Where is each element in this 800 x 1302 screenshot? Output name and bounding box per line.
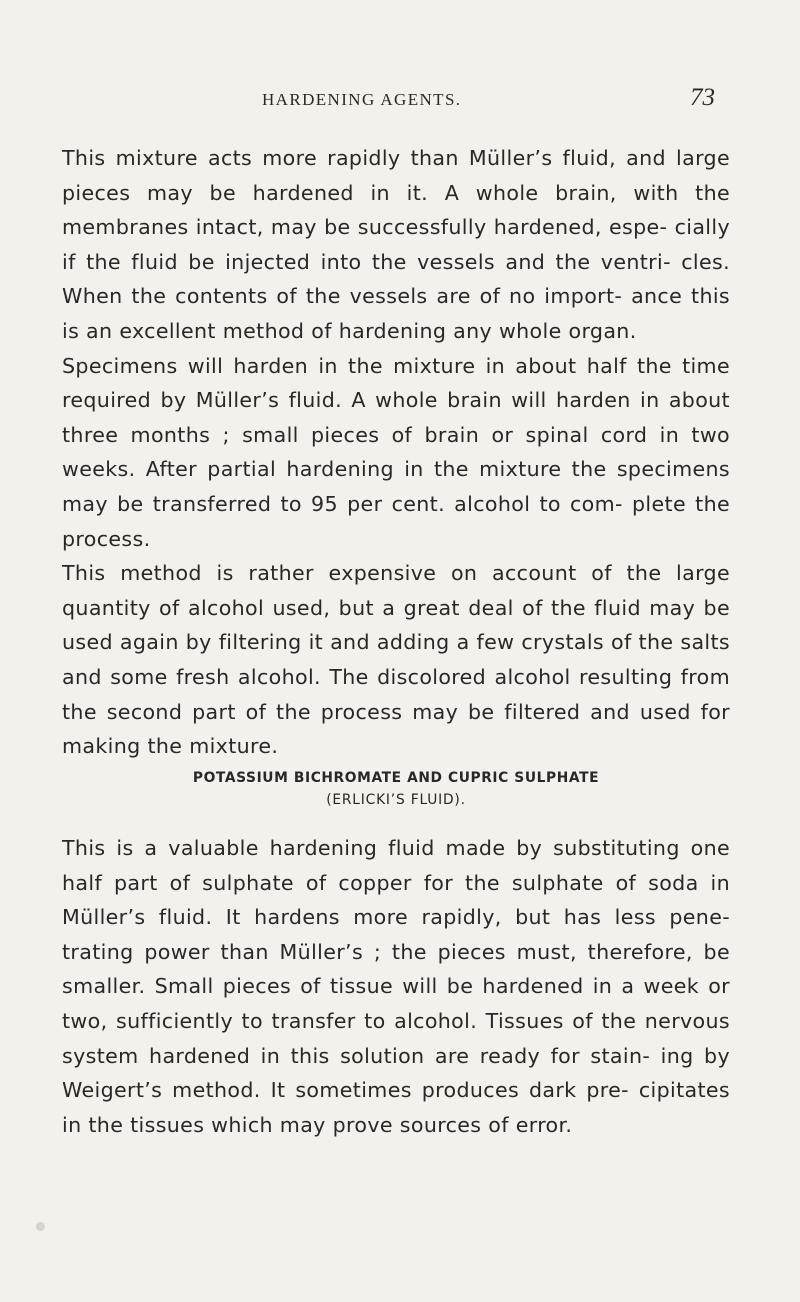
page-number: 73 [690,84,715,111]
paragraph: This is a valuable hardening fluid made by substituting one half part of sulphate of copper for the sulphate of soda in Müller’s fluid. It hardens more rapidly, but has less pene- trating power than Müller’s ; the pieces must, therefore, be smaller. Small pieces of tissue will be hardened in a week or two, sufficiently to transfer to alcohol. Tissues of the nervous system hardened in this solution are ready for stain- ing by Weigert’s method. It sometimes produces dark pre- cipitates in the tissues which may prove sources of error. [62,836,730,1137]
section-heading: POTASSIUM BICHROMATE AND CUPRIC SULPHATE [192,770,600,786]
paragraph: This mixture acts more rapidly than Müller’s fluid, and large pieces may be hardened in it. A whole brain, with the membranes intact, may be successfully hardened, espe- cially if the fluid be injected into the vessels and the ventri- cles. When the contents of the vessels are of no import- ance this is an excellent method of hardening any whole organ. [62,146,730,343]
section-1-text [62,141,730,764]
section-2-text [62,831,730,1142]
running-head: HARDENING AGENTS. [262,90,462,109]
paragraph: Specimens will harden in the mixture in about half the time required by Müller’s fluid. A whole brain will harden in about three months ; small pieces of brain or spinal cord in two weeks. After partial hardening in the mixture the specimens may be transferred to 95 per cent. alcohol to com- plete the process. [62,353,730,551]
paragraph: This method is rather expensive on account of the large quantity of alcohol used, but a great deal of the fluid may be used again by filtering it and adding a few crystals of the salts and some fresh alcohol. The discolored alcohol resulting from the second part of the process may be filtered and used for making the mixture. [62,561,730,759]
section-subheading: (ERLICKI’S FLUID). [326,792,466,808]
paper-speck [36,1222,45,1231]
